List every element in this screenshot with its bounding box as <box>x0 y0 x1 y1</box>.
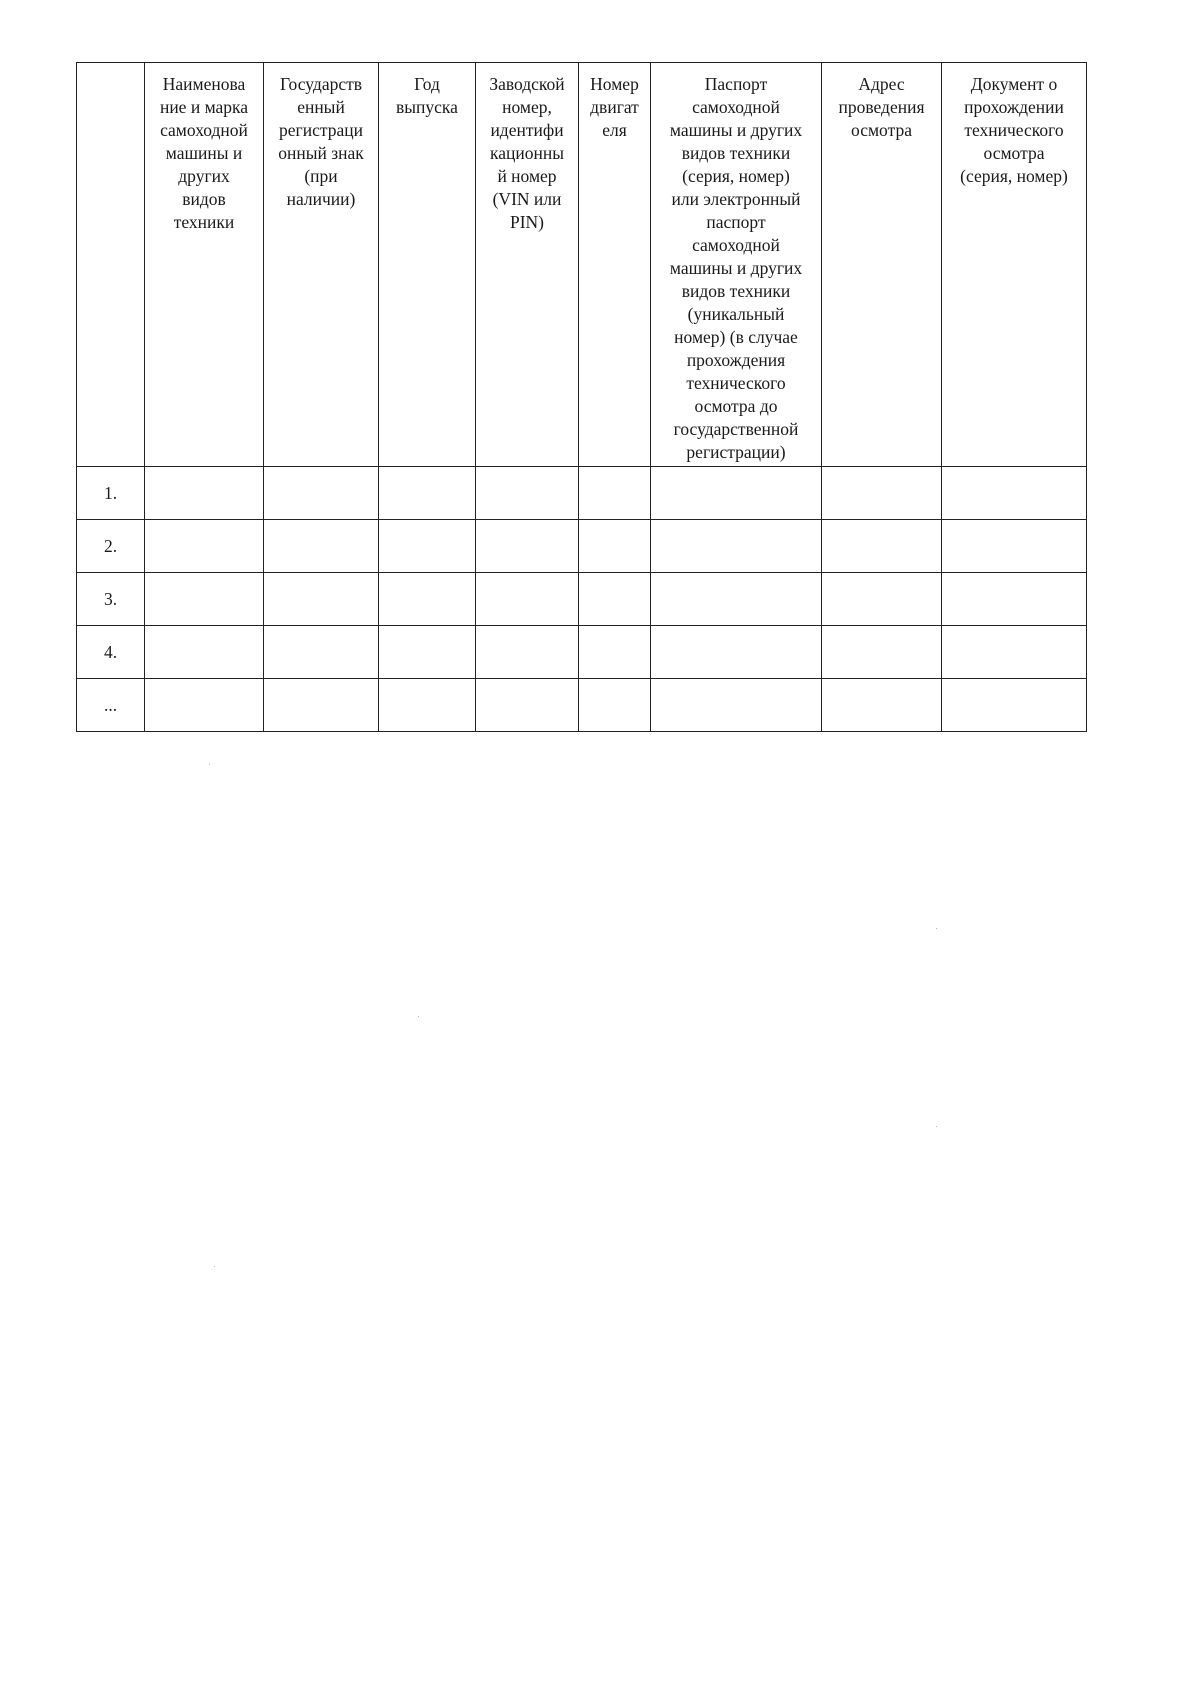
header-cell-inspection-document <box>942 63 1087 467</box>
table-cell <box>145 626 264 679</box>
row-number: ... <box>77 679 145 732</box>
table-cell <box>579 679 651 732</box>
table-row <box>77 467 1087 520</box>
table-cell <box>822 679 942 732</box>
table-cell <box>379 679 476 732</box>
table-cell <box>822 467 942 520</box>
table-cell <box>942 626 1087 679</box>
table-cell <box>264 573 379 626</box>
table-cell <box>379 573 476 626</box>
table-cell <box>651 467 822 520</box>
table-cell <box>379 520 476 573</box>
table-row <box>77 679 1087 732</box>
table-cell <box>264 679 379 732</box>
table-cell <box>822 520 942 573</box>
table-cell <box>476 626 579 679</box>
header-label: Наименова ние и марка самоходной машины и других видов техники <box>159 74 249 232</box>
table-cell <box>264 467 379 520</box>
table-cell <box>942 520 1087 573</box>
equipment-table <box>76 62 1087 732</box>
table-cell <box>651 626 822 679</box>
header-label: Документ о прохождении технического осмотра (серия, номер) <box>960 74 1068 186</box>
header-cell-factory-number <box>476 63 579 467</box>
header-cell-registration-sign <box>264 63 379 467</box>
header-cell-passport <box>651 63 822 467</box>
header-label: Номер двигат еля <box>590 74 639 140</box>
row-number: 4. <box>77 626 145 679</box>
table-row <box>77 573 1087 626</box>
table-cell <box>579 626 651 679</box>
header-cell-inspection-address <box>822 63 942 467</box>
scan-speck <box>936 1126 937 1127</box>
header-label: Государств енный регистраци онный знак (при наличии) <box>278 74 364 209</box>
table-cell <box>579 520 651 573</box>
header-label: Заводской номер, идентифи кационны й номер (VIN или PIN) <box>489 74 565 232</box>
table-cell <box>145 679 264 732</box>
table-cell <box>476 679 579 732</box>
row-number: 2. <box>77 520 145 573</box>
scan-speck <box>214 1266 215 1267</box>
table-cell <box>145 573 264 626</box>
header-label: Год выпуска <box>396 74 458 117</box>
table-row <box>77 520 1087 573</box>
table-header-row <box>77 63 1087 467</box>
table-cell <box>822 626 942 679</box>
header-cell-engine-number <box>579 63 651 467</box>
table-cell <box>822 573 942 626</box>
row-number: 1. <box>77 467 145 520</box>
table-cell <box>476 573 579 626</box>
header-label: Адрес проведения осмотра <box>838 74 925 140</box>
row-number: 3. <box>77 573 145 626</box>
table-cell <box>379 467 476 520</box>
table-cell <box>579 467 651 520</box>
header-label: Паспорт самоходной машины и других видов техники (серия, номер) или электронный паспорт самоходной машины и других видов техники (уникальный номер) (в случае прохождения технического осмотра до государственной регистрации) <box>669 74 803 462</box>
scan-speck <box>209 764 210 765</box>
table-cell <box>476 467 579 520</box>
table-cell <box>942 467 1087 520</box>
table-cell <box>942 679 1087 732</box>
table-row <box>77 626 1087 679</box>
table-cell <box>476 520 579 573</box>
header-cell-name-brand <box>145 63 264 467</box>
table-cell <box>264 626 379 679</box>
header-cell-year <box>379 63 476 467</box>
table-cell <box>145 467 264 520</box>
table-cell <box>579 573 651 626</box>
scan-speck <box>936 928 937 929</box>
scan-speck <box>418 1016 419 1017</box>
table-cell <box>651 679 822 732</box>
header-cell-number <box>77 63 145 467</box>
table-cell <box>651 520 822 573</box>
table-cell <box>264 520 379 573</box>
table-cell <box>379 626 476 679</box>
table-cell <box>145 520 264 573</box>
table-cell <box>942 573 1087 626</box>
table-cell <box>651 573 822 626</box>
